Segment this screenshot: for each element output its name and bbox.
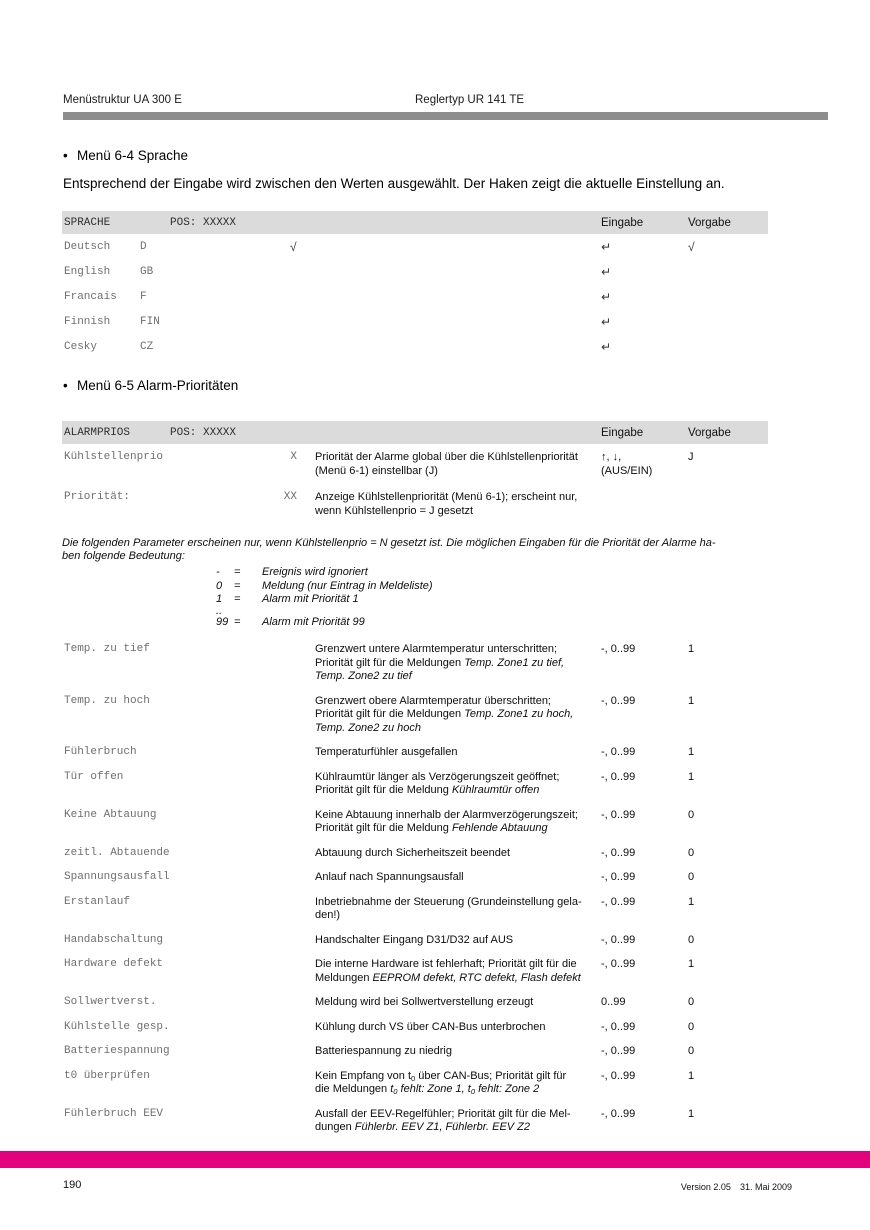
param-name: Temp. zu hoch (64, 694, 150, 707)
param-description: Kein Empfang von $t_0$ über CAN-Bus; Priorität gilt für die Meldungen $t_0$ fehlt: Zone 1, $t_0$ fehlt: Zone 2 (315, 1069, 567, 1096)
enter-symbol: ↵ (601, 314, 612, 329)
lang-code: CZ (140, 340, 154, 353)
table-row (62, 934, 768, 948)
sprache-vorgabe-column-header: Vorgabe (688, 216, 731, 229)
legend-text: Ereignis wird ignoriert (262, 566, 368, 578)
vorgabe-value: 1 (688, 1069, 695, 1082)
lang-name: Cesky (64, 340, 98, 353)
param-name: Spannungsausfall (64, 871, 170, 883)
table-row (62, 871, 768, 885)
param-name: Tür offen (64, 770, 124, 783)
param-value (252, 871, 297, 885)
header-left-text: Menüstruktur UA 300 E (63, 94, 182, 106)
eingabe-value: -, 0..99 (601, 808, 636, 821)
lang-name: Francais (64, 290, 117, 303)
sprache-table-header-row (62, 211, 768, 234)
bullet-icon: • (63, 378, 68, 393)
alarm-top-rows (62, 451, 768, 531)
param-name: Hardware defekt (64, 958, 164, 970)
menu-6-5-heading (63, 377, 870, 395)
legend-row (216, 580, 768, 594)
alarm-eingabe-column-header: Eingabe (601, 426, 644, 439)
legend-row (216, 566, 768, 580)
param-description: Abtauung durch Sicherheitszeit beendet (315, 846, 511, 859)
table-row (62, 643, 768, 684)
vorgabe-value: 1 (688, 746, 695, 758)
param-description: Inbetriebnahme der Steuerung (Grundeinstellung gela- den!) (315, 895, 582, 921)
legend-equals: = (234, 593, 241, 605)
param-description: Kühlung durch VS über CAN-Bus unterbrochen (315, 1020, 546, 1033)
param-description: Kühlraumtür länger als Verzögerungszeit geöffnet; Priorität gilt für die Meldung Kühlraumtür offen (315, 770, 560, 796)
vorgabe-value: 1 (688, 694, 695, 707)
table-row (62, 809, 768, 836)
sprache-table-title: SPRACHE (64, 216, 111, 229)
vorgabe-value: 0 (688, 871, 695, 883)
table-row (62, 958, 768, 985)
sprache-rows (62, 234, 768, 359)
param-value (252, 896, 297, 923)
sprache-pos-label: POS: XXXXX (170, 216, 237, 229)
sprache-table (62, 211, 768, 359)
table-row (62, 1070, 768, 1097)
table-row (62, 746, 768, 760)
table-row (62, 695, 768, 736)
legend-equals: = (234, 579, 241, 592)
table-row (62, 234, 768, 259)
param-description: Handschalter Eingang D31/D32 auf AUS (315, 933, 514, 946)
bullet-icon: • (63, 148, 68, 163)
alarm-vorgabe-column-header: Vorgabe (688, 426, 731, 439)
vorgabe-value: 0 (688, 933, 695, 946)
param-value (252, 1108, 297, 1135)
menu-6-4-heading-text: Menü 6-4 Sprache (77, 148, 189, 163)
vorgabe-check-symbol: √ (688, 239, 695, 254)
legend-row (216, 604, 768, 617)
vorgabe-value: 0 (688, 996, 695, 1008)
alarm-rows (62, 643, 768, 1135)
table-row (62, 451, 768, 491)
vorgabe-value: J (688, 451, 694, 463)
alarm-legend (62, 566, 768, 629)
vorgabe-value: 0 (688, 808, 695, 821)
param-description: Grenzwert untere Alarmtemperatur unterschritten; Priorität gilt für die Meldungen Temp. Zone1 zu tief, Temp. Zone2 zu tief (315, 643, 565, 682)
param-value (252, 809, 297, 836)
lang-code: D (140, 240, 147, 253)
param-description: Die interne Hardware ist fehlerhaft; Priorität gilt für die Meldungen EEPROM defekt, RTC defekt, Flash defekt (315, 958, 581, 984)
param-description: Priorität der Alarme global über die Kühlstellenpriorität (Menü 6-1) einstellbar (J) (315, 451, 578, 477)
param-value (252, 695, 297, 736)
vorgabe-value: 0 (688, 1045, 695, 1057)
menu-6-4-heading (63, 147, 870, 165)
eingabe-value (601, 491, 688, 531)
param-value (252, 1021, 297, 1035)
alarm-table-header-row (62, 421, 768, 444)
vorgabe-value: 0 (688, 846, 695, 859)
vorgabe-value: 1 (688, 643, 695, 655)
param-description: Ausfall der EEV-Regelfühler; Priorität gilt für die Mel- dungen Fühlerbr. EEV Z1, Fühlerbr. EEV Z2 (315, 1107, 571, 1133)
lang-code: GB (140, 265, 154, 278)
param-value: X (290, 451, 297, 463)
lang-code: F (140, 290, 147, 303)
legend-symbol: - (216, 566, 220, 578)
alarm-pos-label: POS: XXXXX (170, 426, 237, 439)
eingabe-value: -, 0..99 (601, 770, 636, 783)
legend-symbol: .. (216, 604, 223, 617)
enter-symbol: ↵ (601, 289, 612, 304)
param-name: Handabschaltung (64, 933, 164, 946)
date-text: 31. Mai 2009 (739, 1182, 792, 1192)
table-row (62, 1045, 768, 1059)
param-value: XX (283, 491, 297, 503)
param-name: Temp. zu tief (64, 643, 150, 655)
param-value (252, 847, 297, 861)
eingabe-value: -, 0..99 (601, 643, 636, 655)
param-description: Anlauf nach Spannungsausfall (315, 871, 464, 883)
alarm-table-title: ALARMPRIOS (64, 426, 131, 439)
alarm-table (62, 421, 768, 1135)
table-row (62, 896, 768, 923)
alarm-note: Die folgenden Parameter erscheinen nur, wenn Kühlstellenprio = N gesetzt ist. Die möglichen Eingaben für die Priorität der Alarme ha- ben folgende Bedeutung: (62, 537, 716, 562)
param-description: Temperaturfühler ausgefallen (315, 746, 458, 758)
param-name: t0 überprüfen (64, 1069, 150, 1082)
param-name: Kühlstellenprio (64, 451, 164, 463)
vorgabe-value: 1 (688, 958, 695, 970)
legend-symbol: 1 (216, 593, 223, 605)
enter-symbol: ↵ (601, 264, 612, 279)
intro-paragraph: Entsprechend der Eingabe wird zwischen den Werten ausgewählt. Der Haken zeigt die aktuelle Einstellung an. (63, 176, 725, 191)
table-row (62, 1021, 768, 1035)
eingabe-value: -, 0..99 (601, 895, 636, 908)
doc-header (63, 94, 828, 110)
table-row (62, 996, 768, 1010)
param-value (252, 746, 297, 760)
param-name: Erstanlauf (64, 895, 131, 908)
param-description: Batteriespannung zu niedrig (315, 1045, 452, 1057)
header-rule (63, 112, 828, 120)
legend-symbol: 99 (216, 615, 229, 628)
eingabe-value: -, 0..99 (601, 1020, 636, 1033)
param-value (252, 643, 297, 684)
param-name: zeitl. Abtauende (64, 846, 170, 859)
table-row (62, 771, 768, 798)
legend-equals: = (234, 566, 241, 578)
table-row (62, 847, 768, 861)
menu-6-5-heading-text: Menü 6-5 Alarm-Prioritäten (77, 378, 239, 393)
param-name: Priorität: (64, 491, 131, 503)
eingabe-value: -, 0..99 (601, 694, 636, 707)
vorgabe-value: 1 (688, 1107, 695, 1120)
legend-symbol: 0 (216, 579, 223, 592)
enter-symbol: ↵ (601, 239, 612, 254)
table-row (62, 259, 768, 284)
param-name: Keine Abtauung (64, 808, 157, 821)
param-value (252, 771, 297, 798)
header-right-text: Reglertyp UR 141 TE (415, 94, 525, 106)
page-number: 190 (63, 1179, 82, 1191)
lang-name: English (64, 265, 111, 278)
legend-equals (234, 607, 262, 616)
legend-equals: = (234, 615, 241, 628)
table-row (62, 1108, 768, 1135)
param-value (252, 1045, 297, 1059)
lang-name: Deutsch (64, 240, 111, 253)
eingabe-value: -, 0..99 (601, 933, 636, 946)
legend-row (216, 593, 768, 607)
table-row (62, 309, 768, 334)
vorgabe-value: 1 (688, 895, 695, 908)
eingabe-value: -, 0..99 (601, 846, 636, 859)
param-description: Meldung wird bei Sollwertverstellung erzeugt (315, 996, 534, 1008)
legend-row (216, 616, 768, 630)
enter-symbol: ↵ (601, 339, 612, 354)
legend-text (262, 607, 768, 616)
legend-text: Alarm mit Priorität 1 (262, 593, 359, 605)
legend-text: Meldung (nur Eintrag in Meldeliste) (262, 579, 433, 592)
param-description: Anzeige Kühlstellenpriorität (Menü 6-1); erscheint nur, wenn Kühlstellenprio = J gesetzt (315, 491, 578, 517)
eingabe-value: -, 0..99 (601, 871, 636, 883)
param-value (252, 958, 297, 985)
param-value (252, 996, 297, 1010)
eingabe-value: -, 0..99 (601, 746, 636, 758)
eingabe-value: -, 0..99 (601, 958, 636, 970)
version-line (681, 1182, 792, 1192)
param-description: Keine Abtauung innerhalb der Alarmverzögerungszeit; Priorität gilt für die Meldung Fehlende Abtauung (315, 808, 578, 834)
table-row (62, 334, 768, 359)
param-name: Batteriespannung (64, 1045, 170, 1057)
lang-name: Finnish (64, 315, 111, 328)
bottom-accent-bar (0, 1151, 870, 1168)
param-value (252, 934, 297, 948)
table-row (62, 491, 768, 531)
param-name: Fühlerbruch (64, 746, 137, 758)
check-symbol: √ (290, 239, 297, 254)
legend-text: Alarm mit Priorität 99 (262, 615, 365, 628)
eingabe-value: -, 0..99 (601, 1069, 636, 1082)
eingabe-value: ↑, ↓, (AUS/EIN) (601, 451, 653, 477)
vorgabe-value: 0 (688, 1020, 695, 1033)
eingabe-value: 0..99 (601, 996, 626, 1008)
eingabe-value: -, 0..99 (601, 1107, 636, 1120)
param-name: Fühlerbruch EEV (64, 1107, 164, 1120)
param-value (252, 1070, 297, 1097)
vorgabe-value (688, 491, 768, 531)
eingabe-value: -, 0..99 (601, 1045, 636, 1057)
table-row (62, 284, 768, 309)
sprache-eingabe-column-header: Eingabe (601, 216, 644, 229)
version-text: Version 2.05 (680, 1182, 731, 1192)
param-description: Grenzwert obere Alarmtemperatur überschritten; Priorität gilt für die Meldungen Temp. Zone1 zu hoch, Temp. Zone2 zu hoch (315, 694, 574, 734)
param-name: Sollwertverst. (64, 996, 157, 1008)
lang-code: FIN (140, 315, 160, 328)
param-name: Kühlstelle gesp. (64, 1020, 170, 1033)
vorgabe-value: 1 (688, 770, 695, 783)
